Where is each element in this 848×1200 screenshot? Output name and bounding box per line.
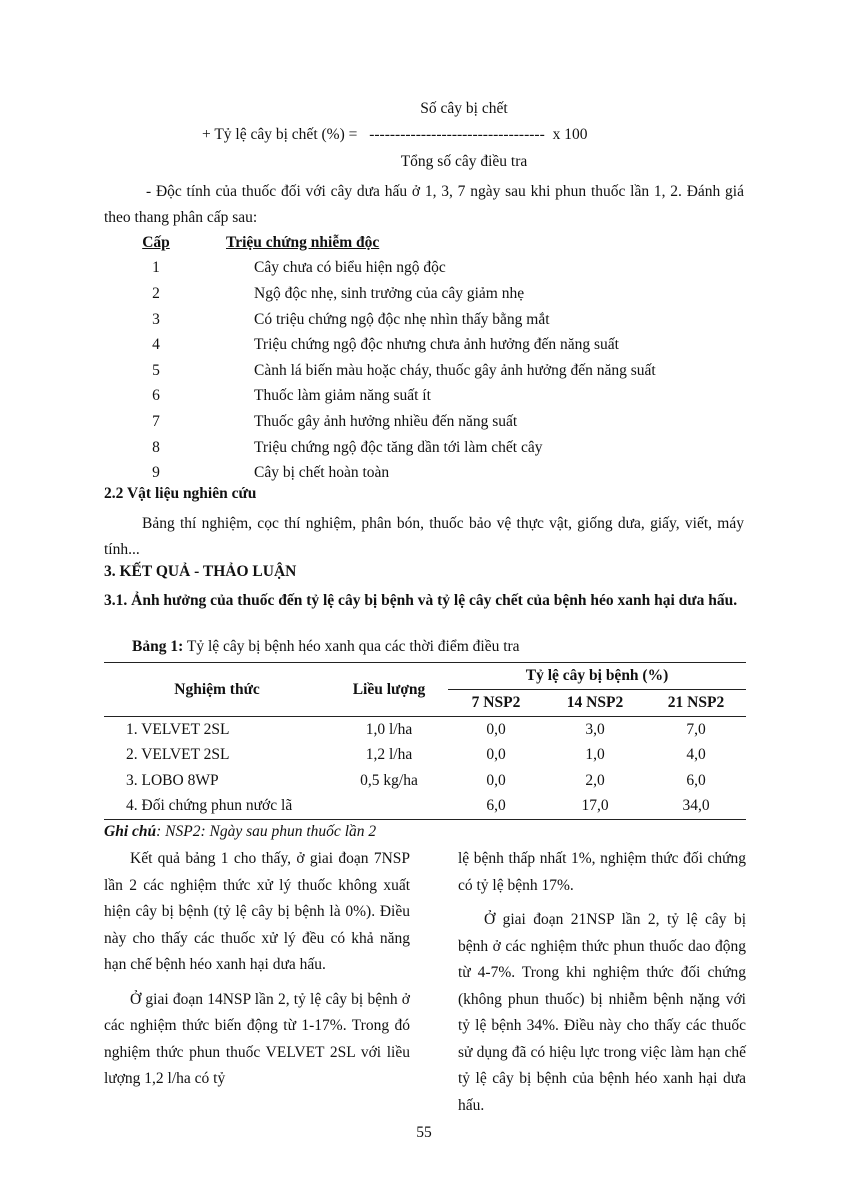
col-7nsp2: 7 NSP2: [448, 690, 544, 717]
cell-treatment: 1. VELVET 2SL: [104, 717, 330, 743]
left-paragraph: Ở giai đoạn 14NSP lần 2, tỷ lệ cây bị bệnh ở các nghiệm thức biến động từ 1-17%. Trong đó nghiệm thức phun thuốc VELVET 2SL với liều lượng 1,2 l/ha có tỷ: [104, 990, 410, 1087]
scale-header: [136, 230, 736, 256]
right-paragraph: lệ bệnh thấp nhất 1%, nghiệm thức đối chứng có tỷ lệ bệnh 17%.: [458, 850, 746, 894]
page-number: 55: [416, 1124, 432, 1141]
cell-value: 0,0: [448, 717, 544, 743]
scale-symptom: Thuốc làm giảm năng suất ít: [254, 387, 431, 405]
note-label: Ghi chú: [104, 823, 157, 840]
note-text: : NSP2: Ngày sau phun thuốc lần 2: [156, 823, 377, 840]
scale-row: [136, 435, 736, 461]
col-14nsp2: 14 NSP2: [544, 690, 646, 717]
cell-value: 6,0: [686, 771, 706, 789]
toxicity-scale: [136, 230, 736, 486]
scale-row: [136, 358, 736, 384]
table-caption-label: Bảng 1:: [132, 638, 184, 655]
scale-level: 7: [152, 412, 160, 430]
cell-dose: [330, 794, 448, 820]
col-21nsp2: 21 NSP2: [646, 690, 746, 717]
scale-symptom: Thuốc gây ảnh hưởng nhiều đến năng suất: [254, 412, 518, 430]
table-note: [104, 823, 376, 841]
formula-numerator: Số cây bị chết: [420, 100, 508, 117]
cell-value: 0,0: [486, 746, 506, 764]
toxicity-intro: - Độc tính của thuốc đối với cây dưa hấu ở 1, 3, 7 ngày sau khi phun thuốc lần 1, 2. Đánh giá theo thang phân cấp sau:: [104, 183, 744, 226]
cell-value: 2,0: [585, 771, 605, 789]
formula-times: x 100: [552, 126, 588, 143]
cell-value: 17,0: [544, 794, 646, 820]
scale-level: 1: [152, 259, 160, 277]
scale-level: 6: [152, 387, 160, 405]
col-group: Tỷ lệ cây bị bệnh (%): [448, 663, 746, 690]
scale-row: [136, 384, 736, 410]
table-caption-text: Tỷ lệ cây bị bệnh héo xanh qua các thời điểm điều tra: [183, 638, 520, 655]
scale-level: 4: [152, 336, 160, 354]
cell-dose: 1,0 l/ha: [330, 717, 448, 743]
cell-value: 4,0: [686, 746, 706, 764]
section-31-heading: 3.1. Ảnh hưởng của thuốc đến tỷ lệ cây bị bệnh và tỷ lệ cây chết của bệnh héo xanh hại dưa hấu.: [104, 592, 738, 609]
scale-symptom: Có triệu chứng ngộ độc nhẹ nhìn thấy bằng mắt: [254, 310, 550, 328]
formula-dashes: ----------------------------------: [369, 126, 545, 143]
table-row: [104, 794, 746, 820]
scale-symptom: Cây chưa có biểu hiện ngộ độc: [254, 259, 446, 277]
formula-line: [202, 126, 587, 144]
scale-head-symptom: Triệu chứng nhiễm độc: [226, 233, 380, 251]
scale-row: [136, 256, 736, 282]
scale-row: [136, 460, 736, 486]
scale-symptom: Triệu chứng ngộ độc nhưng chưa ảnh hưởng đến năng suất: [254, 336, 619, 354]
cell-treatment: 4. Đối chứng phun nước lã: [104, 794, 330, 820]
cell-treatment: 3. LOBO 8WP: [126, 771, 219, 789]
formula-left: + Tỷ lệ cây bị chết (%) =: [202, 126, 358, 143]
cell-value: 6,0: [448, 794, 544, 820]
section-3-heading: 3. KẾT QUẢ - THẢO LUẬN: [104, 563, 297, 580]
scale-symptom: Cành lá biến màu hoặc cháy, thuốc gây ảnh hưởng đến năng suất: [254, 361, 656, 379]
scale-level: 8: [152, 438, 160, 456]
table-caption: [132, 638, 520, 656]
cell-value: 7,0: [646, 717, 746, 743]
scale-level: 2: [152, 284, 160, 302]
col-dose: Liều lượng: [330, 663, 448, 717]
left-column: [104, 846, 410, 1093]
scale-level: 3: [152, 310, 160, 328]
scale-symptom: Cây bị chết hoàn toàn: [254, 464, 390, 482]
cell-value: 0,0: [486, 771, 506, 789]
table-1: [104, 662, 746, 820]
cell-value: 1,0: [585, 746, 605, 764]
cell-value: 34,0: [646, 794, 746, 820]
scale-head-level: Cấp: [142, 233, 170, 251]
table-row: [104, 768, 746, 794]
col-treatment: Nghiệm thức: [104, 663, 330, 717]
scale-row: [136, 332, 736, 358]
formula-denominator: Tổng số cây điều tra: [400, 153, 528, 170]
left-paragraph: Kết quả bảng 1 cho thấy, ở giai đoạn 7NSP lần 2 các nghiệm thức xử lý thuốc không xuất hiện cây bị bệnh (tỷ lệ cây bị bệnh là 0%). Điều này cho thấy các thuốc xử lý đều có khả năng hạn chế bệnh héo xanh hại dưa hấu.: [104, 850, 410, 973]
section-22-body: Bảng thí nghiệm, cọc thí nghiệm, phân bón, thuốc bảo vệ thực vật, giống dưa, giấy, viết, máy tính...: [104, 515, 744, 558]
right-column: [458, 846, 746, 1119]
scale-symptom: Triệu chứng ngộ độc tăng dần tới làm chết cây: [254, 438, 543, 456]
scale-row: [136, 409, 736, 435]
table-row: [104, 717, 746, 743]
cell-treatment: 2. VELVET 2SL: [126, 746, 230, 764]
scale-row: [136, 307, 736, 333]
scale-row: [136, 281, 736, 307]
scale-symptom: Ngộ độc nhẹ, sinh trưởng của cây giảm nhẹ: [254, 284, 525, 302]
cell-value: 3,0: [544, 717, 646, 743]
scale-level: 5: [152, 361, 160, 379]
scale-level: 9: [152, 464, 160, 482]
table-row: [104, 743, 746, 769]
cell-dose: 1,2 l/ha: [365, 746, 413, 764]
cell-dose: 0,5 kg/ha: [360, 771, 418, 789]
right-paragraph: Ở giai đoạn 21NSP lần 2, tỷ lệ cây bị bệnh ở các nghiệm thức phun thuốc dao động từ 4-7%. Trong khi nghiệm thức đối chứng (không phun thuốc) bị nhiễm bệnh nặng với tỷ lệ bệnh 34%. Điều này cho thấy các thuốc sử dụng đã có hiệu lực trong việc làm hạn chế tỷ lệ cây bị bệnh của bệnh héo xanh hại dưa hấu.: [458, 911, 746, 1114]
section-22-heading: 2.2 Vật liệu nghiên cứu: [104, 485, 257, 502]
